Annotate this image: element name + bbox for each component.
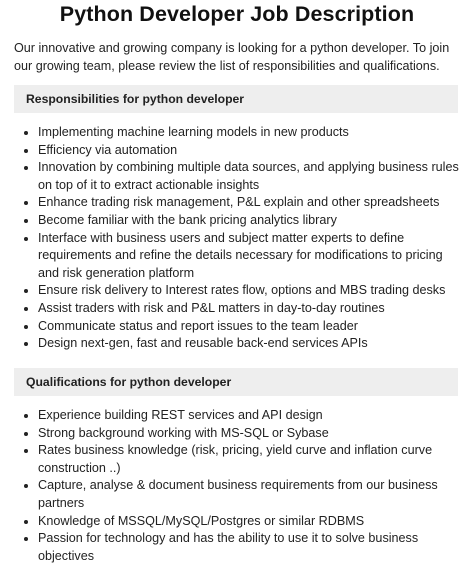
list-item: Enhance trading risk management, P&L explain and other spreadsheets bbox=[14, 194, 462, 212]
list-item: Capture, analyse & document business requirements from our business partners bbox=[14, 477, 462, 512]
list-item: Ensure risk delivery to Interest rates flow, options and MBS trading desks bbox=[14, 282, 462, 300]
list-item: Innovation by combining multiple data sources, and applying business rules on top of it to extract actionable insights bbox=[14, 159, 462, 194]
list-item: Assist traders with risk and P&L matters in day-to-day routines bbox=[14, 300, 462, 318]
list-item: Design next-gen, fast and reusable back-end services APIs bbox=[14, 335, 462, 353]
list-item: Strong background working with MS-SQL or Sybase bbox=[14, 425, 462, 443]
responsibilities-list bbox=[14, 124, 462, 353]
list-item: Implementing machine learning models in new products bbox=[14, 124, 462, 142]
list-item: Communicate status and report issues to the team leader bbox=[14, 318, 462, 336]
list-item: Efficiency via automation bbox=[14, 142, 462, 160]
list-item: Rates business knowledge (risk, pricing, yield curve and inflation curve construction ..) bbox=[14, 442, 462, 477]
responsibilities-heading: Responsibilities for python developer bbox=[14, 85, 458, 113]
page-title: Python Developer Job Description bbox=[59, 2, 415, 26]
list-item: Passion for technology and has the ability to use it to solve business objectives bbox=[14, 530, 462, 565]
qualifications-list bbox=[14, 407, 462, 565]
qualifications-heading: Qualifications for python developer bbox=[14, 368, 458, 396]
intro-paragraph: Our innovative and growing company is looking for a python developer. To join our growing team, please review the list of responsibilities and qualifications. bbox=[14, 41, 450, 73]
list-item: Knowledge of MSSQL/MySQL/Postgres or similar RDBMS bbox=[14, 513, 462, 531]
list-item: Experience building REST services and API design bbox=[14, 407, 462, 425]
list-item: Interface with business users and subject matter experts to define requirements and refine the details necessary for modifications to pricing and risk generation platform bbox=[14, 230, 462, 283]
list-item: Become familiar with the bank pricing analytics library bbox=[14, 212, 462, 230]
